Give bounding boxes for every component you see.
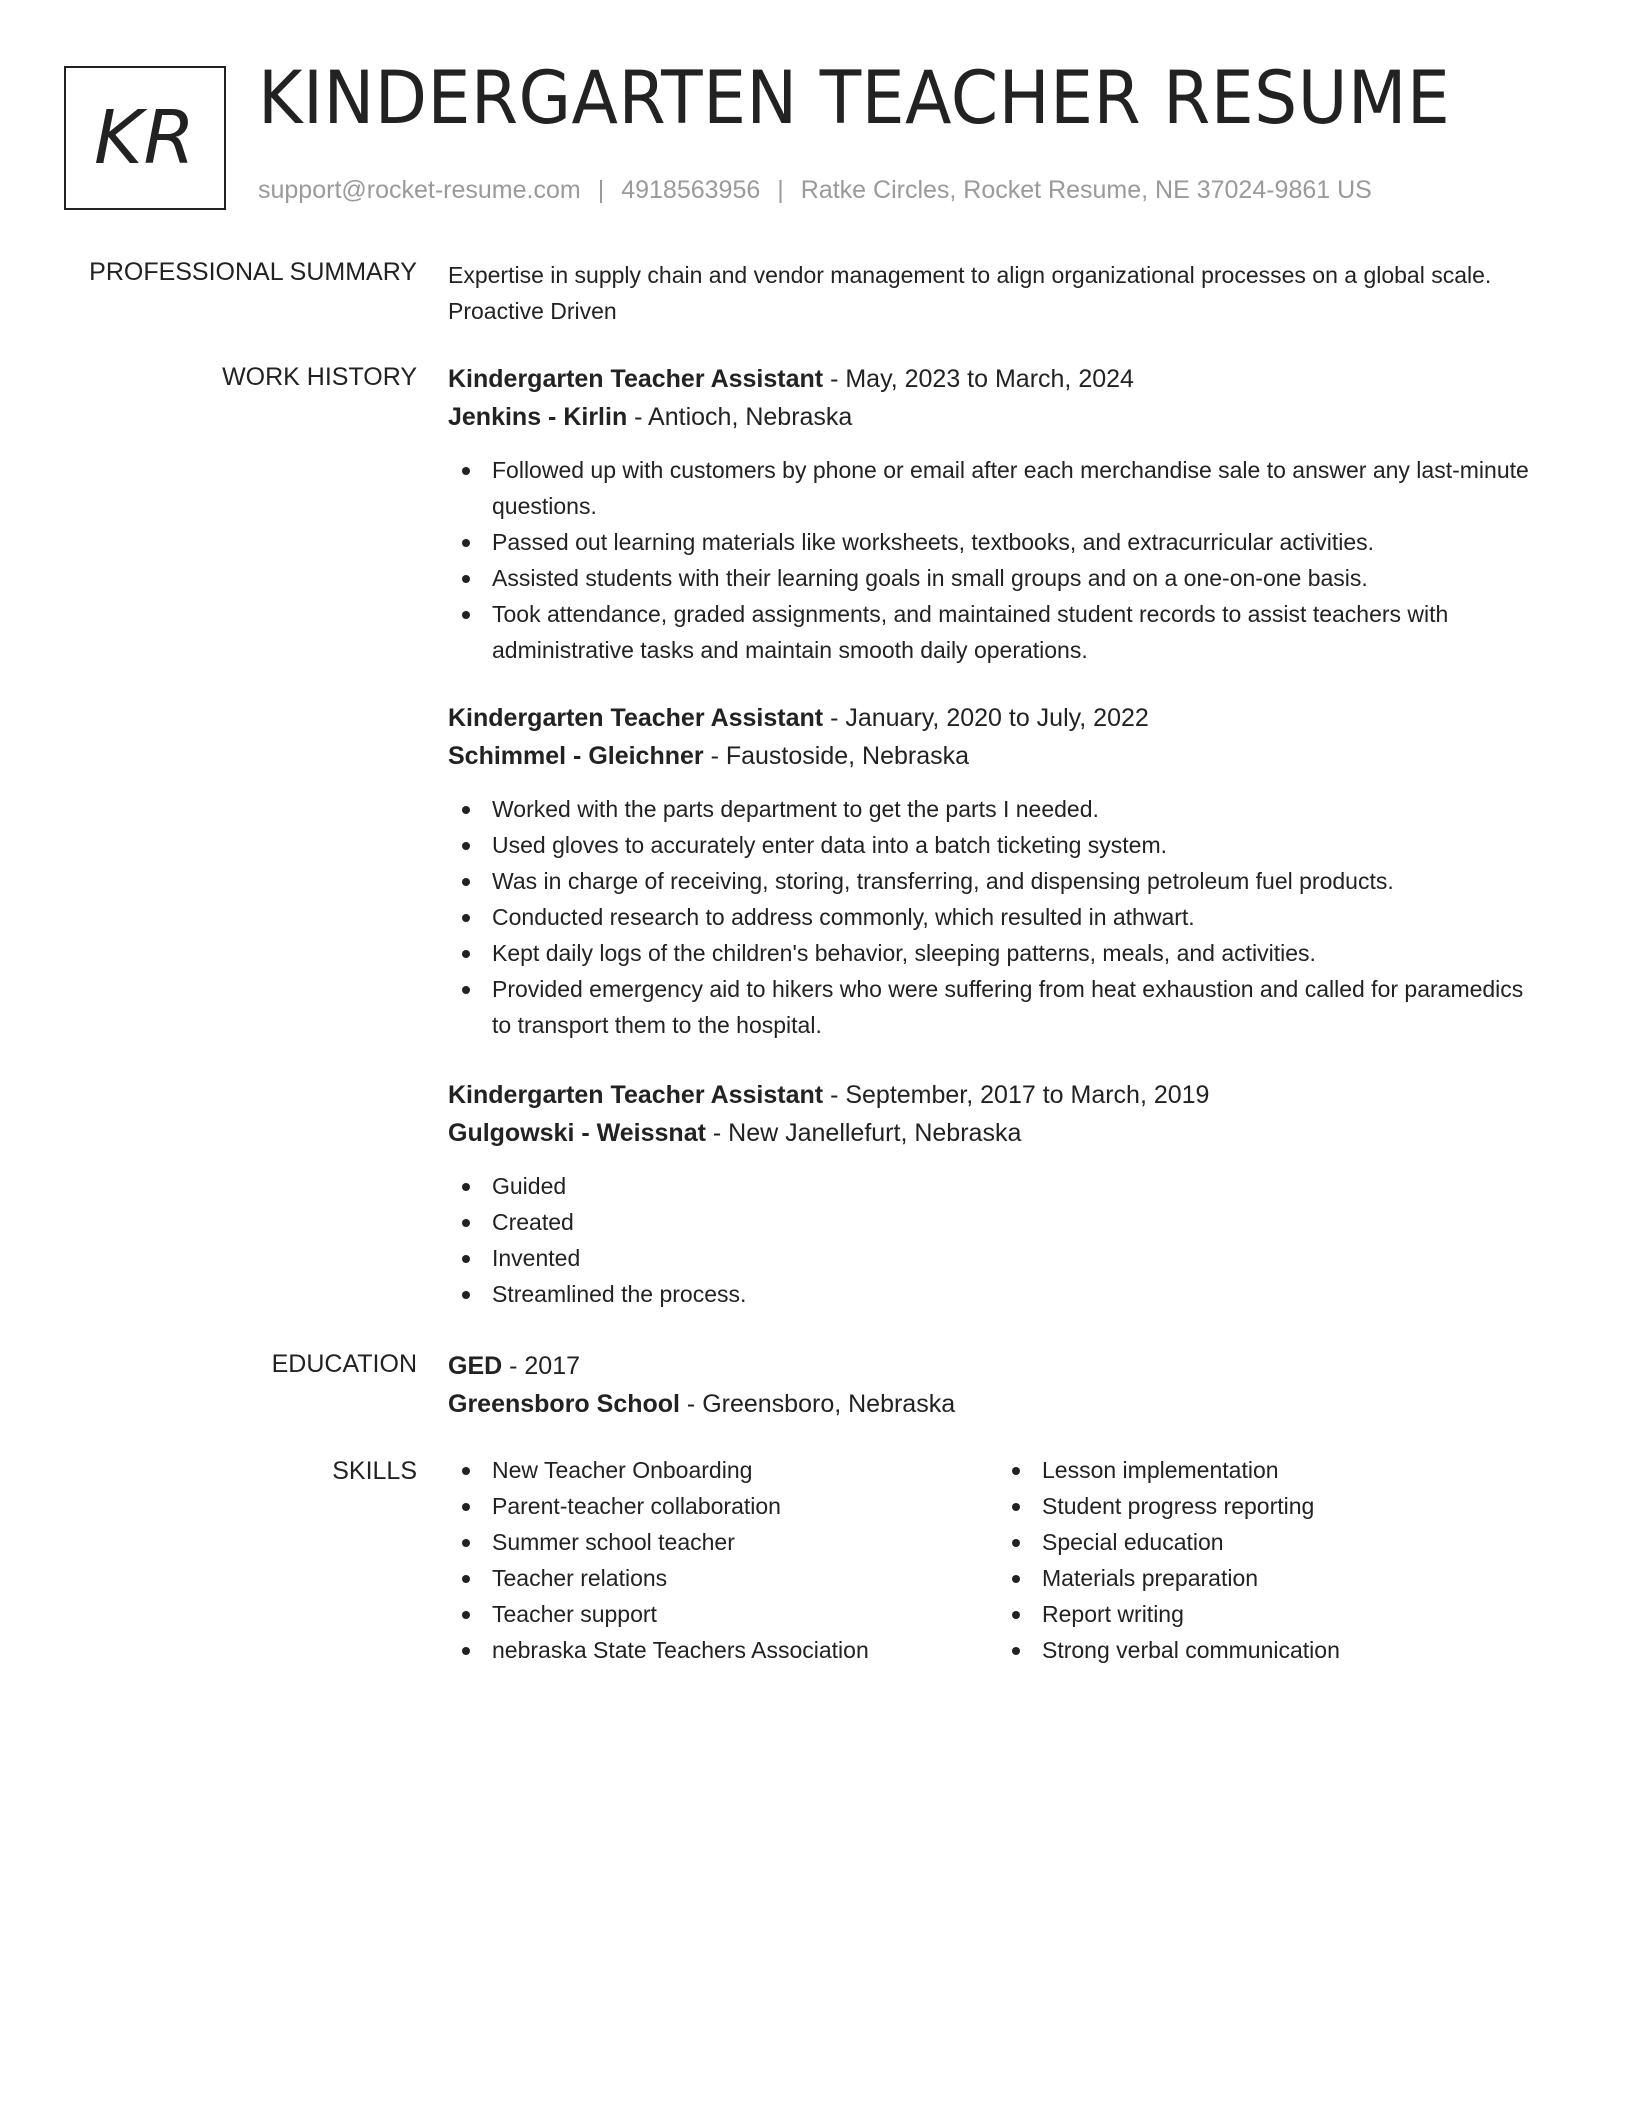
section-label-summary: PROFESSIONAL SUMMARY (89, 258, 417, 286)
skill-item: Lesson implementation (998, 1452, 1518, 1488)
education-year: - 2017 (502, 1352, 581, 1380)
list-item: Conducted research to address commonly, which resulted in athwart. (448, 899, 1548, 935)
job-company-line (448, 737, 1548, 775)
job-location: - Faustoside, Nebraska (703, 742, 970, 770)
education-school-line (448, 1385, 1548, 1423)
summary-text: Expertise in supply chain and vendor management to align organizational processes on a global scale. Proactive Driven (448, 262, 1492, 324)
list-item: Assisted students with their learning goals in small groups and on a one-on-one basis. (448, 560, 1548, 596)
skills-section (448, 1452, 1548, 1692)
job-company-line (448, 398, 1548, 436)
job-title-line (448, 699, 1548, 737)
skills-list-left (448, 1452, 968, 1668)
education-location: - Greensboro, Nebraska (679, 1390, 956, 1418)
job-title-line (448, 360, 1548, 398)
list-item: Streamlined the process. (448, 1276, 1548, 1312)
skill-item: nebraska State Teachers Association (448, 1632, 968, 1668)
skill-item: Teacher relations (448, 1560, 968, 1596)
list-item: Guided (448, 1168, 1548, 1204)
job-title-line (448, 1076, 1548, 1114)
list-item: Was in charge of receiving, storing, transferring, and dispensing petroleum fuel products. (448, 863, 1548, 899)
skill-item: Summer school teacher (448, 1524, 968, 1560)
contact-separator: | (777, 176, 784, 204)
job-location: - Antioch, Nebraska (627, 403, 853, 431)
list-item: Passed out learning materials like worksheets, textbooks, and extracurricular activities. (448, 524, 1548, 560)
skills-list-right (998, 1452, 1518, 1668)
contact-phone: 4918563956 (621, 176, 761, 204)
education-entry (448, 1347, 1548, 1423)
skill-item: Special education (998, 1524, 1518, 1560)
job-title: Kindergarten Teacher Assistant (448, 1081, 824, 1109)
contact-address: Ratke Circles, Rocket Resume, NE 37024-9861 US (800, 176, 1372, 204)
list-item: Invented (448, 1240, 1548, 1276)
contact-line (258, 176, 1372, 205)
job-bullets (448, 1168, 1548, 1312)
job-company-line (448, 1114, 1548, 1152)
initials: KR (94, 95, 196, 181)
skill-item: Student progress reporting (998, 1488, 1518, 1524)
skill-item: Parent-teacher collaboration (448, 1488, 968, 1524)
list-item: Took attendance, graded assignments, and maintained student records to assist teachers with administrative tasks and maintain smooth daily operations. (448, 596, 1548, 668)
summary-section (448, 257, 1528, 329)
education-degree-line (448, 1347, 1548, 1385)
list-item: Kept daily logs of the children's behavior, sleeping patterns, meals, and activities. (448, 935, 1548, 971)
skill-item: Strong verbal communication (998, 1632, 1518, 1668)
job-company: Jenkins - Kirlin (448, 403, 628, 431)
list-item: Used gloves to accurately enter data into a batch ticketing system. (448, 827, 1548, 863)
job-bullets (448, 791, 1548, 1043)
skill-item: New Teacher Onboarding (448, 1452, 968, 1488)
skill-item: Teacher support (448, 1596, 968, 1632)
contact-email: support@rocket-resume.com (258, 176, 581, 204)
skill-item: Materials preparation (998, 1560, 1518, 1596)
job-bullets (448, 452, 1548, 668)
job-entry (448, 1076, 1548, 1312)
contact-separator: | (597, 176, 605, 204)
resume-title: KINDERGARTEN TEACHER RESUME (258, 56, 1451, 141)
skill-item: Report writing (998, 1596, 1518, 1632)
section-label-skills: SKILLS (332, 1457, 417, 1485)
job-company: Gulgowski - Weissnat (448, 1119, 706, 1147)
job-company: Schimmel - Gleichner (448, 742, 704, 770)
list-item: Followed up with customers by phone or email after each merchandise sale to answer any last-minute questions. (448, 452, 1548, 524)
job-entry (448, 360, 1548, 668)
job-title: Kindergarten Teacher Assistant (448, 704, 824, 732)
job-dates: - January, 2020 to July, 2022 (823, 704, 1149, 732)
job-dates: - September, 2017 to March, 2019 (823, 1081, 1210, 1109)
list-item: Provided emergency aid to hikers who were suffering from heat exhaustion and called for paramedics to transport them to the hospital. (448, 971, 1548, 1043)
section-label-work: WORK HISTORY (222, 363, 417, 391)
job-location: - New Janellefurt, Nebraska (705, 1119, 1022, 1147)
initials-monogram (64, 66, 226, 210)
job-dates: - May, 2023 to March, 2024 (823, 365, 1134, 393)
education-degree: GED (448, 1352, 503, 1380)
list-item: Worked with the parts department to get the parts I needed. (448, 791, 1548, 827)
job-title: Kindergarten Teacher Assistant (448, 365, 824, 393)
job-entry (448, 699, 1548, 1043)
list-item: Created (448, 1204, 1548, 1240)
section-label-education: EDUCATION (271, 1350, 417, 1378)
education-school: Greensboro School (448, 1390, 680, 1418)
